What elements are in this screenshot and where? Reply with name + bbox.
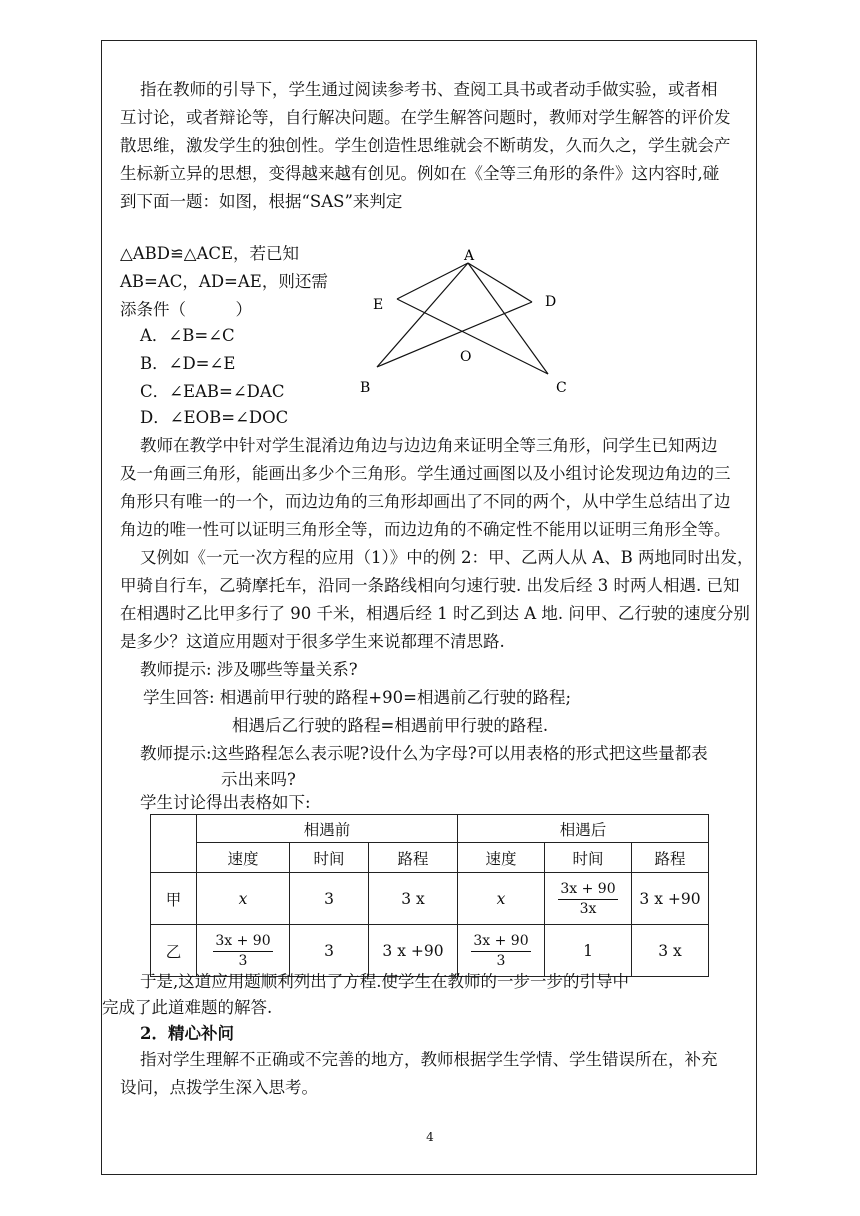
question-line-2: AB=AC，AD=AE，则还需 bbox=[120, 272, 328, 291]
speed-table bbox=[150, 814, 709, 977]
page-number: 4 bbox=[426, 1130, 434, 1144]
jia-time-before: 3 bbox=[290, 873, 369, 925]
fraction-numerator: 3x + 90 bbox=[213, 933, 272, 952]
subheader-time-before: 时间 bbox=[290, 843, 369, 873]
jia-dist-before: 3 x bbox=[369, 873, 458, 925]
label-c: C bbox=[556, 380, 567, 396]
table-intro: 学生讨论得出表格如下: bbox=[140, 793, 311, 812]
teacher-hint-2: 教师提示:这些路程怎么表示呢?设什么为字母?可以用表格的形式把这些量都表 bbox=[140, 744, 708, 763]
p1-line-5: 到下面一题：如图，根据“SAS”来判定 bbox=[120, 192, 403, 211]
jia-speed-after: x bbox=[458, 873, 545, 925]
question-line-3: 添条件（ ） bbox=[120, 300, 252, 319]
table-corner-cell bbox=[151, 815, 197, 873]
after-table-line-1: 于是,这道应用题顺利列出了方程.使学生在教师的一步一步的引导中 bbox=[140, 972, 629, 991]
triangle-figure bbox=[355, 244, 585, 404]
yi-time-before: 3 bbox=[290, 925, 369, 977]
teacher-hint-2-cont: 示出来吗? bbox=[221, 770, 296, 789]
segment-db bbox=[377, 302, 532, 367]
fraction-numerator: 3x + 90 bbox=[558, 881, 617, 900]
yi-speed-after-fraction bbox=[471, 933, 530, 970]
section-title: 2．精心补问 bbox=[140, 1024, 234, 1043]
p4-line-1: 指对学生理解不正确或不完善的地方，教师根据学生学情、学生错误所在，补充 bbox=[140, 1050, 718, 1069]
label-o: O bbox=[460, 349, 472, 365]
option-d: D．∠EOB=∠DOC bbox=[140, 408, 289, 427]
table-subheader-row bbox=[151, 843, 709, 873]
teacher-hint-1: 教师提示: 涉及哪些等量关系? bbox=[140, 660, 358, 679]
label-e: E bbox=[373, 297, 384, 313]
p1-line-4: 生标新立异的思想，变得越来越有创见。例如在《全等三角形的条件》这内容时,碰 bbox=[120, 164, 720, 183]
header-after: 相遇后 bbox=[458, 815, 709, 843]
segment-ad bbox=[468, 263, 532, 302]
p2-line-3: 角形只有唯一的一个，而边边角的三角形却画出了不同的两个，从中学生总结出了边 bbox=[120, 492, 731, 511]
label-b: B bbox=[360, 380, 371, 396]
p1-line-2: 互讨论，或者辩论等，自行解决问题。在学生解答问题时，教师对学生解答的评价发 bbox=[120, 108, 731, 127]
jia-dist-after: 3 x +90 bbox=[632, 873, 709, 925]
yi-time-after: 1 bbox=[545, 925, 632, 977]
subheader-dist-before: 路程 bbox=[369, 843, 458, 873]
fraction-denominator: 3 bbox=[238, 953, 248, 969]
p3-line-3: 在相遇时乙比甲多行了 90 千米，相遇后经 1 时乙到达 A 地. 问甲、乙行驶的速度分别 bbox=[120, 604, 750, 623]
p2-line-2: 及一角画三角形，能画出多少个三角形。学生通过画图以及小组讨论发现边角边的三 bbox=[120, 464, 731, 483]
subheader-speed-after: 速度 bbox=[458, 843, 545, 873]
subheader-dist-after: 路程 bbox=[632, 843, 709, 873]
table-header-row bbox=[151, 815, 709, 843]
p3-line-1: 又例如《一元一次方程的应用（1）》中的例 2：甲、乙两人从 A、B 两地同时出发， bbox=[140, 548, 754, 567]
student-answer-2: 相遇后乙行驶的路程=相遇前甲行驶的路程. bbox=[232, 716, 549, 735]
p3-line-4: 是多少？这道应用题对于很多学生来说都理不清思路. bbox=[120, 632, 505, 651]
jia-time-after bbox=[545, 873, 632, 925]
table-row-jia bbox=[151, 873, 709, 925]
yi-speed-before-fraction bbox=[213, 933, 272, 970]
segment-ec bbox=[397, 299, 548, 374]
row-label-jia: 甲 bbox=[151, 873, 197, 925]
option-a: A．∠B=∠C bbox=[140, 326, 235, 345]
fraction-numerator: 3x + 90 bbox=[471, 933, 530, 952]
p1-line-3: 散思维，激发学生的独创性。学生创造性思维就会不断萌发，久而久之，学生就会产 bbox=[120, 136, 731, 155]
jia-time-after-fraction bbox=[558, 881, 617, 918]
subheader-speed-before: 速度 bbox=[197, 843, 290, 873]
p2-line-1: 教师在教学中针对学生混淆边角边与边边角来证明全等三角形，问学生已知两边 bbox=[140, 436, 718, 455]
student-answer-1: 学生回答: 相遇前甲行驶的路程+90=相遇前乙行驶的路程; bbox=[143, 688, 572, 707]
segment-ac bbox=[468, 263, 548, 374]
fraction-denominator: 3 bbox=[496, 953, 506, 969]
p4-line-2: 设问，点拨学生深入思考。 bbox=[120, 1078, 318, 1097]
header-before: 相遇前 bbox=[197, 815, 458, 843]
p3-line-2: 甲骑自行车，乙骑摩托车，沿同一条路线相向匀速行驶. 出发后经 3 时两人相遇. 已知 bbox=[120, 576, 740, 595]
fraction-denominator: 3x bbox=[579, 901, 597, 917]
question-line-1: △ABD≌△ACE，若已知 bbox=[120, 244, 300, 263]
segment-ab bbox=[377, 263, 468, 367]
yi-dist-before: 3 x +90 bbox=[369, 925, 458, 977]
option-c: C．∠EAB=∠DAC bbox=[140, 382, 285, 401]
segment-ae bbox=[397, 263, 468, 299]
label-a: A bbox=[464, 248, 475, 264]
subheader-time-after: 时间 bbox=[545, 843, 632, 873]
row-label-yi: 乙 bbox=[151, 925, 197, 977]
jia-speed-before: x bbox=[197, 873, 290, 925]
after-table-line-2: 完成了此道难题的解答. bbox=[102, 998, 273, 1017]
p2-line-4: 角边的唯一性可以证明三角形全等，而边边角的不确定性不能用以证明三角形全等。 bbox=[120, 520, 731, 539]
label-d: D bbox=[545, 294, 557, 310]
yi-dist-after: 3 x bbox=[632, 925, 709, 977]
option-b: B．∠D=∠E bbox=[140, 354, 236, 373]
p1-line-1: 指在教师的引导下，学生通过阅读参考书、查阅工具书或者动手做实验，或者相 bbox=[140, 80, 718, 99]
